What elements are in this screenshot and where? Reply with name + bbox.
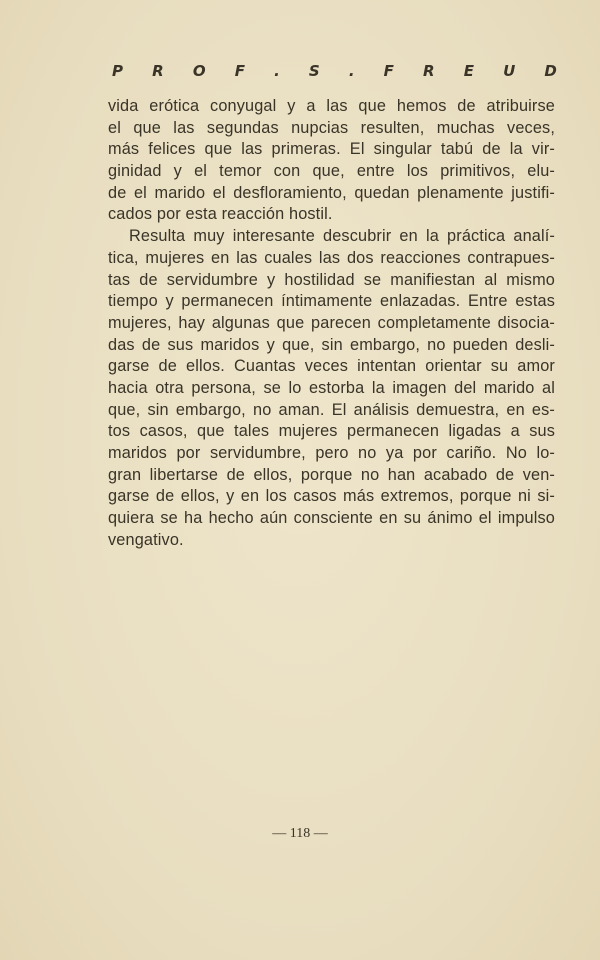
- running-head-letter: O: [192, 62, 206, 80]
- text-line: que, sin embargo, no aman. El análisis demuestra, en es-: [108, 400, 555, 419]
- running-head-letter: F: [383, 62, 394, 80]
- text-line: garse de ellos, y en los casos más extremos, porque ni si-: [108, 487, 555, 506]
- running-head-letter: .: [274, 62, 280, 80]
- text-line: gran libertarse de ellos, porque no han acabado de ven-: [108, 465, 555, 484]
- running-head-letter: U: [503, 62, 516, 80]
- text-line: de el marido el desfloramiento, quedan plenamente justifi-: [108, 183, 555, 202]
- text-line: quiera se ha hecho aún consciente en su ánimo el impulso: [108, 509, 555, 528]
- paragraph: [108, 226, 555, 551]
- running-head-letter: D: [544, 62, 557, 80]
- text-line: cados por esta reacción hostil.: [108, 205, 333, 224]
- running-head-letter: R: [423, 62, 435, 80]
- running-head-letter: F: [234, 62, 245, 80]
- text-line: tos casos, que tales mujeres permanecen ligadas a sus: [108, 422, 555, 441]
- running-head-letter: E: [463, 62, 474, 80]
- text-line: ginidad y el temor con que, entre los primitivos, elu-: [108, 162, 555, 181]
- page-number: — 118 —: [272, 826, 328, 841]
- text-line: el que las segundas nupcias resulten, muchas veces,: [108, 118, 555, 137]
- paragraph: [108, 96, 555, 226]
- running-head-letter: S: [308, 62, 320, 80]
- text-line: hacia otra persona, se lo estorba la imagen del marido al: [108, 378, 555, 397]
- running-head: [112, 62, 557, 84]
- text-line: vida erótica conyugal y a las que hemos de atribuirse: [108, 97, 555, 115]
- text-line: garse de ellos. Cuantas veces intentan orientar su amor: [108, 357, 555, 376]
- text-line: Resulta muy interesante descubrir en la práctica analí-: [129, 227, 555, 246]
- running-head-letter: .: [348, 62, 355, 80]
- text-line: más felices que las primeras. El singular tabú de la vir-: [108, 140, 555, 159]
- text-line: maridos por servidumbre, pero no ya por cariño. No lo-: [108, 444, 555, 462]
- text-line: das de sus maridos y que, sin embargo, no pueden desli-: [108, 335, 555, 354]
- body-text: [108, 96, 555, 551]
- running-head-letter: P: [112, 62, 123, 80]
- text-line: mujeres, hay algunas que parecen completamente disocia-: [108, 313, 555, 332]
- text-line: vengativo.: [108, 530, 184, 549]
- text-line: tiempo y permanecen íntimamente enlazadas. Entre estas: [108, 292, 555, 311]
- running-head-letter: R: [152, 62, 164, 80]
- text-line: tica, mujeres en las cuales las dos reacciones contrapues-: [108, 248, 555, 267]
- text-line: tas de servidumbre y hostilidad se manifiestan al mismo: [108, 270, 555, 289]
